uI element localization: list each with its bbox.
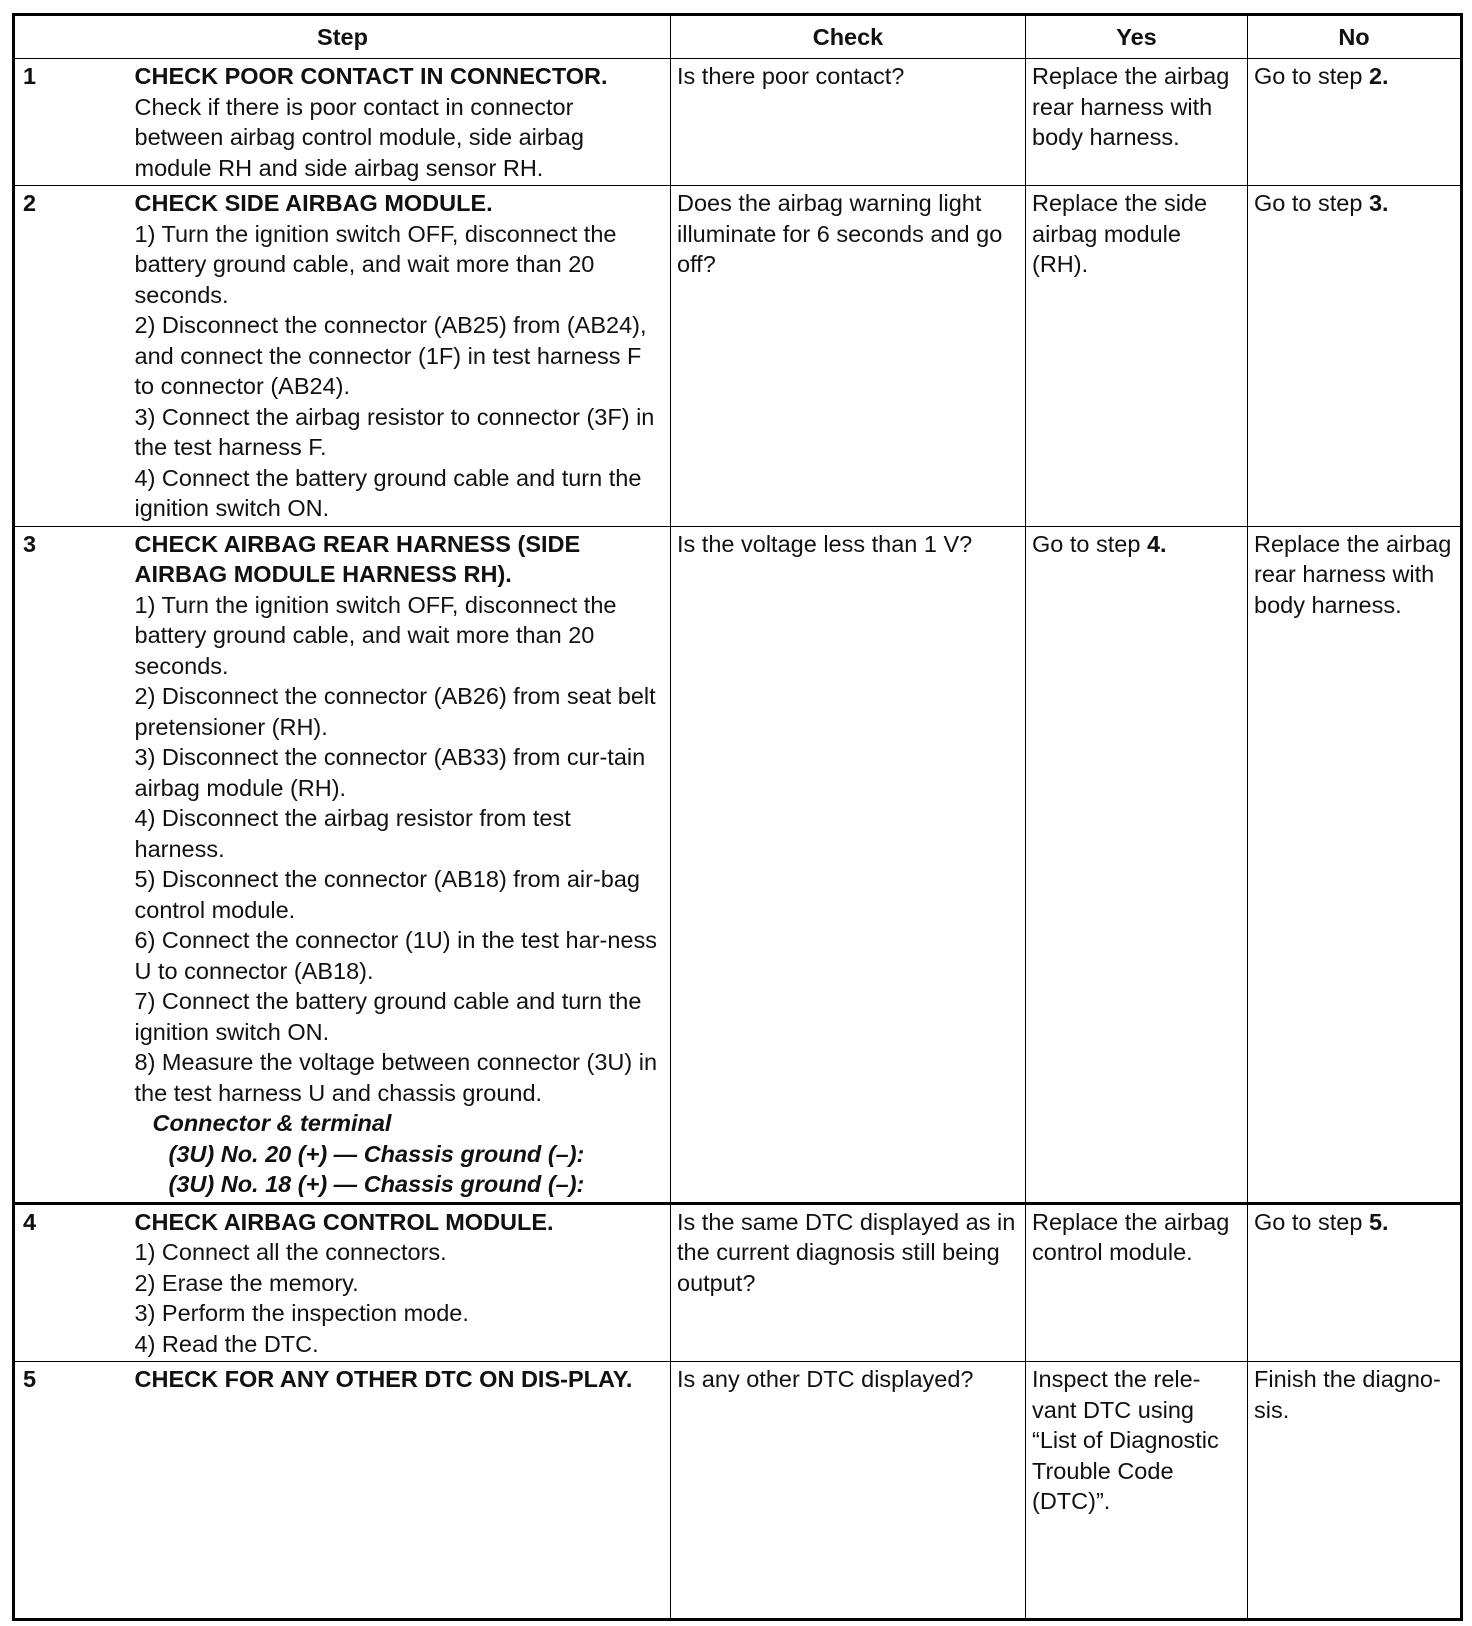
- step-line: 7) Connect the battery ground cable and turn the ignition switch ON.: [134, 988, 642, 1045]
- header-yes: Yes: [1026, 15, 1248, 59]
- step-line: 3) Connect the airbag resistor to connector (3F) in the test harness F.: [134, 403, 655, 460]
- no-action: Replace the airbag rear harness with body harness.: [1248, 526, 1462, 1203]
- step-line: 6) Connect the connector (1U) in the test har-ness U to connector (AB18).: [134, 927, 657, 984]
- step-description: [131, 186, 671, 527]
- step-row-2: [14, 186, 1462, 527]
- step-description: [131, 59, 671, 186]
- no-action: [1248, 1203, 1462, 1362]
- check-question: Is there poor contact?: [671, 59, 1026, 186]
- no-action: Finish the diagno-sis.: [1248, 1362, 1462, 1620]
- header-step: Step: [14, 15, 671, 59]
- no-step-ref: 3.: [1368, 190, 1389, 216]
- no-action: [1248, 59, 1462, 186]
- step-line: 5) Disconnect the connector (AB18) from air-bag control module.: [134, 866, 640, 923]
- step-title: CHECK AIRBAG CONTROL MODULE.: [134, 1208, 554, 1235]
- no-step-ref: 2.: [1368, 63, 1389, 89]
- step-line: 2) Disconnect the connector (AB25) from (AB24), and connect the connector (1F) in test harness F to connector (AB24).: [134, 312, 647, 399]
- step-title: CHECK POOR CONTACT IN CONNECTOR.: [134, 63, 608, 89]
- header-check: Check: [671, 15, 1026, 59]
- no-action-text: Go to step: [1254, 190, 1369, 216]
- step-row-5: [14, 1362, 1462, 1620]
- step-line: 1) Turn the ignition switch OFF, disconnect the battery ground cable, and wait more than 20 seconds.: [134, 591, 617, 679]
- step-line: 2) Disconnect the connector (AB26) from seat belt pretensioner (RH).: [134, 683, 656, 740]
- step-description: [131, 1203, 671, 1362]
- step-number: 4: [14, 1203, 131, 1362]
- step-number: 2: [14, 186, 131, 527]
- spec-line: (3U) No. 20 (+) — Chassis ground (–):: [168, 1140, 585, 1167]
- step-row-1: [14, 59, 1462, 186]
- no-step-ref: 5.: [1368, 1208, 1389, 1235]
- step-number: 1: [14, 59, 131, 186]
- step-description: [131, 1362, 671, 1620]
- diagnostic-table: [12, 13, 1463, 1621]
- step-number: 5: [14, 1362, 131, 1620]
- step-line: 1) Connect all the connectors.: [134, 1239, 447, 1265]
- step-line: 2) Erase the memory.: [134, 1269, 359, 1296]
- step-row-3: [14, 526, 1462, 1203]
- step-line: 8) Measure the voltage between connector (3U) in the test harness U and chassis ground.: [134, 1049, 658, 1106]
- check-question: Is any other DTC displayed?: [671, 1362, 1026, 1620]
- check-question: Is the voltage less than 1 V?: [671, 526, 1026, 1203]
- spec-line: (3U) No. 18 (+) — Chassis ground (–):: [168, 1171, 585, 1197]
- step-line: 3) Perform the inspection mode.: [134, 1300, 469, 1326]
- step-line: 4) Disconnect the airbag resistor from test harness.: [134, 805, 571, 862]
- no-action-text: Go to step: [1254, 63, 1369, 89]
- check-question: Does the airbag warning light illuminate for 6 seconds and go off?: [671, 186, 1026, 527]
- step-line: 1) Turn the ignition switch OFF, disconnect the battery ground cable, and wait more than 20 seconds.: [134, 220, 617, 308]
- yes-action-text: Go to step: [1032, 530, 1147, 557]
- yes-action: Inspect the rele-vant DTC using “List of Diagnostic Trouble Code (DTC)”.: [1026, 1362, 1248, 1620]
- step-title: CHECK AIRBAG REAR HARNESS (SIDE AIRBAG MODULE HARNESS RH).: [134, 530, 581, 587]
- yes-action: [1026, 526, 1248, 1203]
- step-number: 3: [14, 526, 131, 1203]
- step-title: CHECK FOR ANY OTHER DTC ON DIS-PLAY.: [134, 1366, 633, 1392]
- header-no: No: [1248, 15, 1462, 59]
- spec-heading: Connector & terminal: [152, 1110, 392, 1136]
- step-line: 3) Disconnect the connector (AB33) from cur-tain airbag module (RH).: [134, 744, 646, 801]
- yes-action: Replace the side airbag module (RH).: [1026, 186, 1248, 527]
- step-body: Check if there is poor contact in connector between airbag control module, side airbag module RH and side airbag sensor RH.: [134, 93, 584, 181]
- step-row-4: [14, 1203, 1462, 1362]
- header-row: [14, 15, 1462, 59]
- yes-step-ref: 4.: [1146, 530, 1167, 557]
- yes-action: Replace the airbag rear harness with body harness.: [1026, 59, 1248, 186]
- no-action-text: Go to step: [1254, 1208, 1369, 1235]
- yes-action: Replace the airbag control module.: [1026, 1203, 1248, 1362]
- step-line: 4) Read the DTC.: [134, 1330, 319, 1357]
- step-description: [131, 526, 671, 1203]
- check-question: Is the same DTC displayed as in the current diagnosis still being output?: [671, 1203, 1026, 1362]
- step-line: 4) Connect the battery ground cable and turn the ignition switch ON.: [134, 464, 642, 521]
- no-action: [1248, 186, 1462, 527]
- step-title: CHECK SIDE AIRBAG MODULE.: [134, 190, 493, 216]
